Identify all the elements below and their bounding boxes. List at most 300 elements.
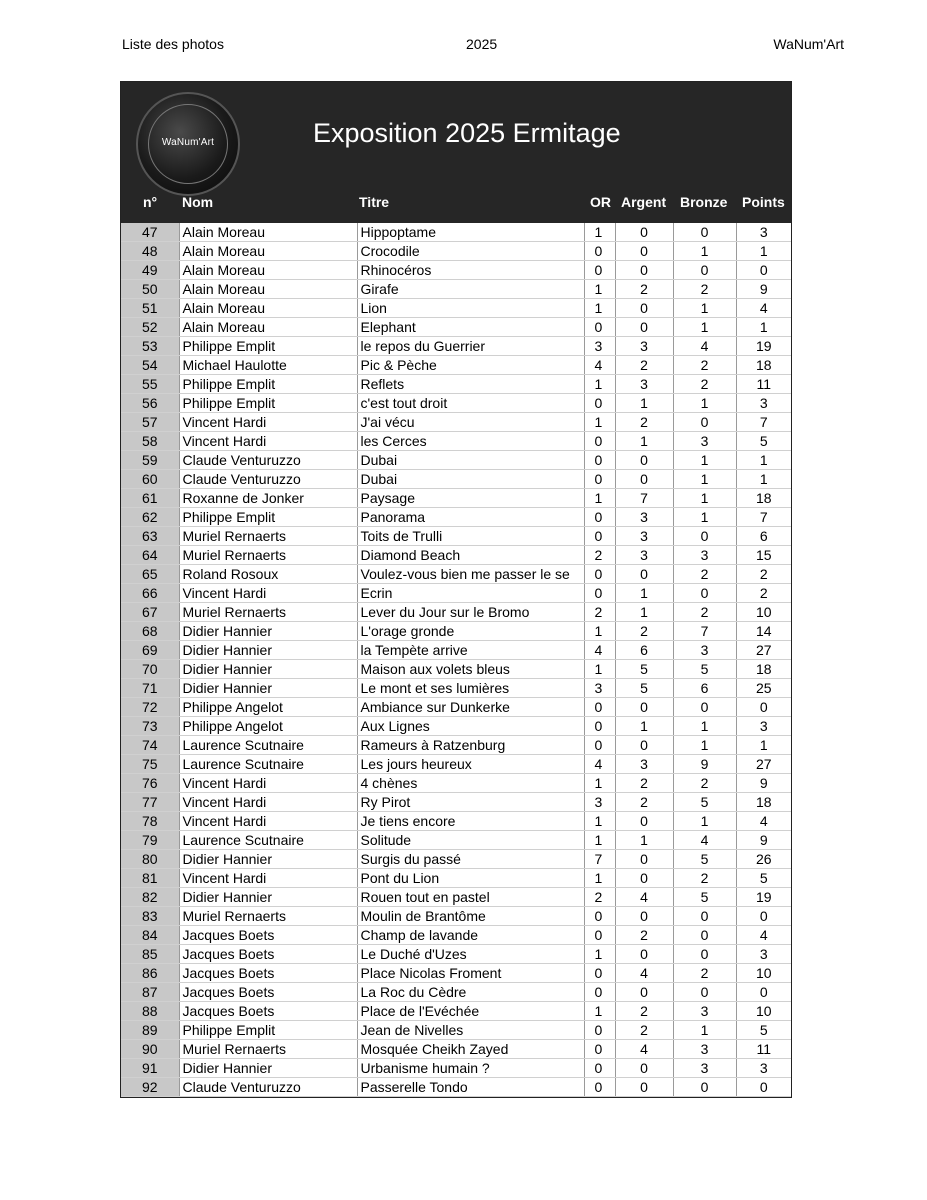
cell-titre: 4 chènes xyxy=(357,774,584,793)
cell-bronze: 0 xyxy=(673,527,736,546)
cell-argent: 0 xyxy=(615,983,673,1002)
cell-bronze: 9 xyxy=(673,755,736,774)
cell-or: 0 xyxy=(584,318,615,337)
cell-number: 92 xyxy=(121,1078,179,1097)
cell-bronze: 0 xyxy=(673,698,736,717)
cell-argent: 2 xyxy=(615,1021,673,1040)
cell-bronze: 1 xyxy=(673,508,736,527)
cell-points: 11 xyxy=(736,375,791,394)
cell-or: 1 xyxy=(584,489,615,508)
table-row xyxy=(121,926,791,945)
cell-titre: La Roc du Cèdre xyxy=(357,983,584,1002)
cell-bronze: 0 xyxy=(673,926,736,945)
cell-bronze: 1 xyxy=(673,451,736,470)
table-row xyxy=(121,375,791,394)
cell-bronze: 1 xyxy=(673,717,736,736)
cell-or: 3 xyxy=(584,679,615,698)
cell-number: 61 xyxy=(121,489,179,508)
cell-or: 2 xyxy=(584,603,615,622)
logo-text: WaNum'Art xyxy=(161,137,215,148)
cell-number: 88 xyxy=(121,1002,179,1021)
cell-or: 4 xyxy=(584,755,615,774)
cell-or: 1 xyxy=(584,812,615,831)
cell-nom: Claude Venturuzzo xyxy=(179,470,357,489)
cell-or: 4 xyxy=(584,641,615,660)
photo-table-body xyxy=(121,223,791,1097)
cell-titre: Jean de Nivelles xyxy=(357,1021,584,1040)
cell-points: 4 xyxy=(736,299,791,318)
cell-titre: Maison aux volets bleus xyxy=(357,660,584,679)
cell-points: 3 xyxy=(736,945,791,964)
cell-bronze: 0 xyxy=(673,261,736,280)
cell-bronze: 1 xyxy=(673,489,736,508)
table-row xyxy=(121,717,791,736)
cell-number: 66 xyxy=(121,584,179,603)
cell-points: 15 xyxy=(736,546,791,565)
cell-or: 4 xyxy=(584,356,615,375)
cell-nom: Didier Hannier xyxy=(179,679,357,698)
cell-number: 65 xyxy=(121,565,179,584)
col-header-bronze: Bronze xyxy=(680,194,728,210)
cell-titre: Rameurs à Ratzenburg xyxy=(357,736,584,755)
cell-points: 2 xyxy=(736,584,791,603)
cell-or: 0 xyxy=(584,242,615,261)
cell-points: 26 xyxy=(736,850,791,869)
cell-or: 0 xyxy=(584,926,615,945)
cell-or: 1 xyxy=(584,869,615,888)
cell-titre: Les jours heureux xyxy=(357,755,584,774)
cell-titre: Place Nicolas Froment xyxy=(357,964,584,983)
cell-number: 81 xyxy=(121,869,179,888)
cell-number: 69 xyxy=(121,641,179,660)
cell-number: 64 xyxy=(121,546,179,565)
cell-number: 83 xyxy=(121,907,179,926)
cell-points: 1 xyxy=(736,242,791,261)
cell-titre: Voulez-vous bien me passer le se xyxy=(357,565,584,584)
cell-bronze: 3 xyxy=(673,1040,736,1059)
cell-nom: Jacques Boets xyxy=(179,945,357,964)
table-row xyxy=(121,622,791,641)
cell-number: 59 xyxy=(121,451,179,470)
cell-nom: Vincent Hardi xyxy=(179,413,357,432)
cell-points: 1 xyxy=(736,470,791,489)
cell-nom: Alain Moreau xyxy=(179,242,357,261)
cell-points: 25 xyxy=(736,679,791,698)
cell-or: 1 xyxy=(584,413,615,432)
table-row xyxy=(121,280,791,299)
cell-bronze: 0 xyxy=(673,983,736,1002)
cell-number: 70 xyxy=(121,660,179,679)
page-header-center: 2025 xyxy=(466,36,498,52)
cell-points: 2 xyxy=(736,565,791,584)
cell-number: 57 xyxy=(121,413,179,432)
cell-titre: Solitude xyxy=(357,831,584,850)
cell-nom: Alain Moreau xyxy=(179,223,357,242)
cell-points: 4 xyxy=(736,926,791,945)
cell-points: 19 xyxy=(736,888,791,907)
cell-bronze: 1 xyxy=(673,318,736,337)
cell-titre: Le mont et ses lumières xyxy=(357,679,584,698)
cell-points: 3 xyxy=(736,1059,791,1078)
cell-titre: Mosquée Cheikh Zayed xyxy=(357,1040,584,1059)
cell-argent: 0 xyxy=(615,223,673,242)
cell-points: 18 xyxy=(736,489,791,508)
cell-nom: Philippe Emplit xyxy=(179,337,357,356)
cell-bronze: 3 xyxy=(673,641,736,660)
cell-argent: 5 xyxy=(615,679,673,698)
camera-lens-logo-icon xyxy=(136,92,240,196)
table-row xyxy=(121,945,791,964)
cell-points: 9 xyxy=(736,774,791,793)
cell-titre: Girafe xyxy=(357,280,584,299)
cell-number: 82 xyxy=(121,888,179,907)
cell-argent: 2 xyxy=(615,413,673,432)
cell-argent: 0 xyxy=(615,945,673,964)
page-header-right: WaNum'Art xyxy=(773,36,844,52)
col-header-argent: Argent xyxy=(621,194,667,210)
cell-titre: Place de l'Evéchée xyxy=(357,1002,584,1021)
table-row xyxy=(121,394,791,413)
cell-number: 48 xyxy=(121,242,179,261)
cell-titre: Hippoptame xyxy=(357,223,584,242)
cell-titre: L'orage gronde xyxy=(357,622,584,641)
col-header-titre: Titre xyxy=(359,194,390,210)
cell-bronze: 3 xyxy=(673,1059,736,1078)
cell-nom: Jacques Boets xyxy=(179,983,357,1002)
cell-argent: 2 xyxy=(615,356,673,375)
cell-number: 71 xyxy=(121,679,179,698)
cell-argent: 0 xyxy=(615,812,673,831)
cell-or: 0 xyxy=(584,508,615,527)
column-headers xyxy=(121,194,791,214)
cell-or: 0 xyxy=(584,584,615,603)
cell-bronze: 0 xyxy=(673,413,736,432)
cell-or: 0 xyxy=(584,470,615,489)
cell-argent: 0 xyxy=(615,850,673,869)
cell-bronze: 1 xyxy=(673,470,736,489)
cell-or: 0 xyxy=(584,261,615,280)
cell-argent: 0 xyxy=(615,1078,673,1097)
cell-argent: 2 xyxy=(615,280,673,299)
cell-bronze: 5 xyxy=(673,660,736,679)
cell-titre: Diamond Beach xyxy=(357,546,584,565)
cell-number: 53 xyxy=(121,337,179,356)
cell-nom: Didier Hannier xyxy=(179,622,357,641)
cell-points: 5 xyxy=(736,1021,791,1040)
cell-bronze: 2 xyxy=(673,869,736,888)
cell-points: 1 xyxy=(736,451,791,470)
cell-number: 80 xyxy=(121,850,179,869)
cell-titre: les Cerces xyxy=(357,432,584,451)
cell-bronze: 2 xyxy=(673,603,736,622)
cell-argent: 3 xyxy=(615,375,673,394)
cell-points: 27 xyxy=(736,755,791,774)
cell-or: 3 xyxy=(584,793,615,812)
cell-argent: 0 xyxy=(615,299,673,318)
cell-or: 0 xyxy=(584,698,615,717)
table-row xyxy=(121,413,791,432)
cell-titre: Surgis du passé xyxy=(357,850,584,869)
cell-nom: Vincent Hardi xyxy=(179,812,357,831)
cell-bronze: 2 xyxy=(673,375,736,394)
cell-or: 0 xyxy=(584,527,615,546)
cell-nom: Jacques Boets xyxy=(179,926,357,945)
cell-points: 0 xyxy=(736,698,791,717)
cell-number: 76 xyxy=(121,774,179,793)
cell-argent: 3 xyxy=(615,755,673,774)
cell-number: 68 xyxy=(121,622,179,641)
cell-or: 0 xyxy=(584,1021,615,1040)
cell-number: 74 xyxy=(121,736,179,755)
cell-points: 9 xyxy=(736,831,791,850)
cell-points: 10 xyxy=(736,1002,791,1021)
cell-points: 4 xyxy=(736,812,791,831)
cell-points: 0 xyxy=(736,983,791,1002)
cell-argent: 0 xyxy=(615,261,673,280)
cell-or: 1 xyxy=(584,831,615,850)
table-row xyxy=(121,1002,791,1021)
cell-argent: 6 xyxy=(615,641,673,660)
table-row xyxy=(121,603,791,622)
cell-points: 7 xyxy=(736,413,791,432)
cell-titre: Lion xyxy=(357,299,584,318)
col-header-or: OR xyxy=(590,194,611,210)
cell-nom: Alain Moreau xyxy=(179,261,357,280)
cell-or: 0 xyxy=(584,1078,615,1097)
cell-titre: Pont du Lion xyxy=(357,869,584,888)
cell-titre: Elephant xyxy=(357,318,584,337)
cell-or: 7 xyxy=(584,850,615,869)
cell-argent: 4 xyxy=(615,964,673,983)
col-header-nom: Nom xyxy=(182,194,214,210)
cell-or: 0 xyxy=(584,565,615,584)
cell-bronze: 2 xyxy=(673,280,736,299)
cell-bronze: 5 xyxy=(673,793,736,812)
cell-nom: Alain Moreau xyxy=(179,318,357,337)
cell-nom: Didier Hannier xyxy=(179,641,357,660)
cell-argent: 0 xyxy=(615,565,673,584)
cell-number: 62 xyxy=(121,508,179,527)
table-row xyxy=(121,736,791,755)
table-row xyxy=(121,793,791,812)
cell-bronze: 1 xyxy=(673,299,736,318)
cell-bronze: 1 xyxy=(673,812,736,831)
cell-nom: Jacques Boets xyxy=(179,964,357,983)
table-row xyxy=(121,831,791,850)
cell-or: 1 xyxy=(584,299,615,318)
cell-argent: 0 xyxy=(615,318,673,337)
cell-argent: 7 xyxy=(615,489,673,508)
cell-argent: 1 xyxy=(615,394,673,413)
table-row xyxy=(121,1078,791,1097)
cell-titre: Dubai xyxy=(357,470,584,489)
cell-nom: Laurence Scutnaire xyxy=(179,831,357,850)
cell-titre: le repos du Guerrier xyxy=(357,337,584,356)
cell-titre: la Tempète arrive xyxy=(357,641,584,660)
cell-titre: Champ de lavande xyxy=(357,926,584,945)
table-row xyxy=(121,318,791,337)
cell-or: 1 xyxy=(584,945,615,964)
cell-argent: 0 xyxy=(615,907,673,926)
table-row xyxy=(121,907,791,926)
cell-nom: Didier Hannier xyxy=(179,850,357,869)
banner xyxy=(121,82,791,223)
cell-or: 2 xyxy=(584,546,615,565)
cell-nom: Jacques Boets xyxy=(179,1002,357,1021)
cell-or: 1 xyxy=(584,223,615,242)
cell-titre: Toits de Trulli xyxy=(357,527,584,546)
table-row xyxy=(121,584,791,603)
table-row xyxy=(121,1021,791,1040)
cell-nom: Muriel Rernaerts xyxy=(179,546,357,565)
cell-points: 0 xyxy=(736,1078,791,1097)
table-row xyxy=(121,983,791,1002)
cell-argent: 4 xyxy=(615,888,673,907)
cell-titre: Rouen tout en pastel xyxy=(357,888,584,907)
cell-bronze: 5 xyxy=(673,850,736,869)
cell-argent: 1 xyxy=(615,831,673,850)
cell-bronze: 2 xyxy=(673,565,736,584)
cell-number: 47 xyxy=(121,223,179,242)
cell-bronze: 0 xyxy=(673,1078,736,1097)
cell-argent: 0 xyxy=(615,736,673,755)
cell-or: 3 xyxy=(584,337,615,356)
cell-number: 51 xyxy=(121,299,179,318)
cell-bronze: 2 xyxy=(673,356,736,375)
cell-nom: Philippe Emplit xyxy=(179,1021,357,1040)
cell-argent: 0 xyxy=(615,242,673,261)
cell-nom: Vincent Hardi xyxy=(179,432,357,451)
cell-points: 0 xyxy=(736,907,791,926)
cell-bronze: 0 xyxy=(673,584,736,603)
cell-bronze: 0 xyxy=(673,945,736,964)
cell-nom: Muriel Rernaerts xyxy=(179,1040,357,1059)
cell-titre: Aux Lignes xyxy=(357,717,584,736)
table-row xyxy=(121,1040,791,1059)
cell-or: 0 xyxy=(584,1040,615,1059)
table-row xyxy=(121,356,791,375)
table-row xyxy=(121,337,791,356)
cell-number: 73 xyxy=(121,717,179,736)
cell-argent: 2 xyxy=(615,622,673,641)
cell-bronze: 2 xyxy=(673,964,736,983)
cell-nom: Philippe Angelot xyxy=(179,717,357,736)
cell-argent: 3 xyxy=(615,337,673,356)
cell-number: 50 xyxy=(121,280,179,299)
table-row xyxy=(121,888,791,907)
table-row xyxy=(121,964,791,983)
cell-titre: Paysage xyxy=(357,489,584,508)
cell-or: 0 xyxy=(584,736,615,755)
cell-nom: Didier Hannier xyxy=(179,660,357,679)
cell-nom: Vincent Hardi xyxy=(179,774,357,793)
cell-points: 9 xyxy=(736,280,791,299)
photo-list-sheet xyxy=(120,81,792,1098)
cell-number: 77 xyxy=(121,793,179,812)
cell-titre: Urbanisme humain ? xyxy=(357,1059,584,1078)
table-row xyxy=(121,508,791,527)
cell-titre: Pic & Pèche xyxy=(357,356,584,375)
cell-nom: Alain Moreau xyxy=(179,280,357,299)
cell-number: 58 xyxy=(121,432,179,451)
cell-nom: Roland Rosoux xyxy=(179,565,357,584)
cell-nom: Philippe Angelot xyxy=(179,698,357,717)
cell-bronze: 1 xyxy=(673,1021,736,1040)
cell-argent: 2 xyxy=(615,1002,673,1021)
cell-nom: Vincent Hardi xyxy=(179,584,357,603)
cell-points: 18 xyxy=(736,793,791,812)
cell-titre: Ecrin xyxy=(357,584,584,603)
table-row xyxy=(121,546,791,565)
cell-argent: 0 xyxy=(615,869,673,888)
table-row xyxy=(121,489,791,508)
cell-nom: Philippe Emplit xyxy=(179,508,357,527)
cell-number: 55 xyxy=(121,375,179,394)
cell-titre: Panorama xyxy=(357,508,584,527)
table-row xyxy=(121,660,791,679)
cell-nom: Vincent Hardi xyxy=(179,869,357,888)
cell-argent: 1 xyxy=(615,717,673,736)
cell-nom: Roxanne de Jonker xyxy=(179,489,357,508)
cell-number: 86 xyxy=(121,964,179,983)
cell-points: 1 xyxy=(736,736,791,755)
cell-titre: Rhinocéros xyxy=(357,261,584,280)
cell-titre: Crocodile xyxy=(357,242,584,261)
cell-or: 0 xyxy=(584,964,615,983)
cell-argent: 0 xyxy=(615,451,673,470)
cell-points: 3 xyxy=(736,223,791,242)
cell-or: 1 xyxy=(584,280,615,299)
cell-titre: Ambiance sur Dunkerke xyxy=(357,698,584,717)
cell-number: 72 xyxy=(121,698,179,717)
table-row xyxy=(121,869,791,888)
cell-bronze: 3 xyxy=(673,546,736,565)
cell-points: 6 xyxy=(736,527,791,546)
cell-bronze: 0 xyxy=(673,223,736,242)
table-row xyxy=(121,432,791,451)
cell-points: 7 xyxy=(736,508,791,527)
cell-number: 87 xyxy=(121,983,179,1002)
cell-points: 18 xyxy=(736,660,791,679)
cell-bronze: 6 xyxy=(673,679,736,698)
cell-number: 91 xyxy=(121,1059,179,1078)
cell-number: 85 xyxy=(121,945,179,964)
cell-argent: 0 xyxy=(615,470,673,489)
cell-bronze: 7 xyxy=(673,622,736,641)
cell-nom: Didier Hannier xyxy=(179,888,357,907)
cell-or: 0 xyxy=(584,983,615,1002)
cell-or: 1 xyxy=(584,660,615,679)
table-row xyxy=(121,242,791,261)
cell-points: 0 xyxy=(736,261,791,280)
cell-number: 90 xyxy=(121,1040,179,1059)
cell-or: 1 xyxy=(584,774,615,793)
cell-nom: Philippe Emplit xyxy=(179,394,357,413)
col-header-n: n° xyxy=(143,194,158,210)
cell-points: 18 xyxy=(736,356,791,375)
cell-argent: 3 xyxy=(615,508,673,527)
cell-points: 1 xyxy=(736,318,791,337)
table-row xyxy=(121,698,791,717)
cell-points: 3 xyxy=(736,717,791,736)
cell-nom: Claude Venturuzzo xyxy=(179,1078,357,1097)
cell-titre: Ry Pirot xyxy=(357,793,584,812)
cell-argent: 5 xyxy=(615,660,673,679)
table-row xyxy=(121,223,791,242)
cell-argent: 1 xyxy=(615,584,673,603)
table-row xyxy=(121,812,791,831)
table-row xyxy=(121,774,791,793)
